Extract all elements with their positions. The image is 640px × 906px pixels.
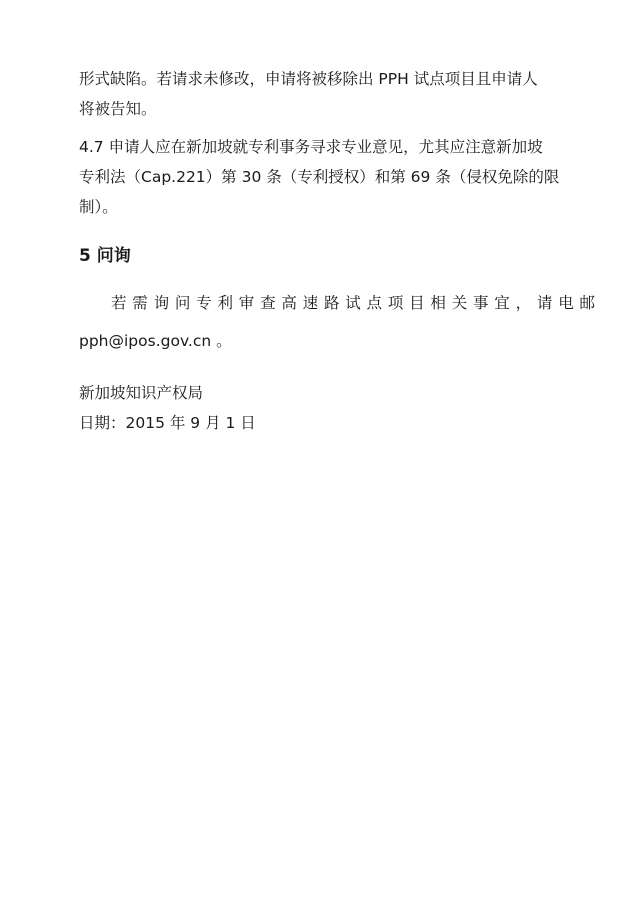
signature-block: [79, 378, 569, 438]
issuing-office: 新加坡知识产权局: [79, 384, 204, 402]
email-text: pph@ipos.gov.cn 。: [79, 332, 232, 350]
paragraph-continuation: [79, 64, 569, 124]
section-5-body: [79, 288, 595, 356]
paragraph-line: 专利法（Cap.221）第 30 条（专利授权）和第 69 条（侵权免除的限: [79, 168, 560, 186]
paragraph-line: 若需询问专利审查高速路试点项目相关事宜，请电邮: [111, 294, 595, 312]
paragraph-line: 形式缺陷。若请求未修改，申请将被移除出 PPH 试点项目且申请人: [79, 70, 538, 88]
paragraph-line: 4.7 申请人应在新加坡就专利事务寻求专业意见，尤其应注意新加坡: [79, 138, 543, 156]
issue-date: 日期：2015 年 9 月 1 日: [79, 414, 256, 432]
paragraph-line: 将被告知。: [79, 100, 157, 118]
paragraph-line: 制）。: [79, 198, 118, 216]
section-heading: 5 问询: [79, 246, 131, 266]
paragraph-4-7: [79, 132, 569, 222]
